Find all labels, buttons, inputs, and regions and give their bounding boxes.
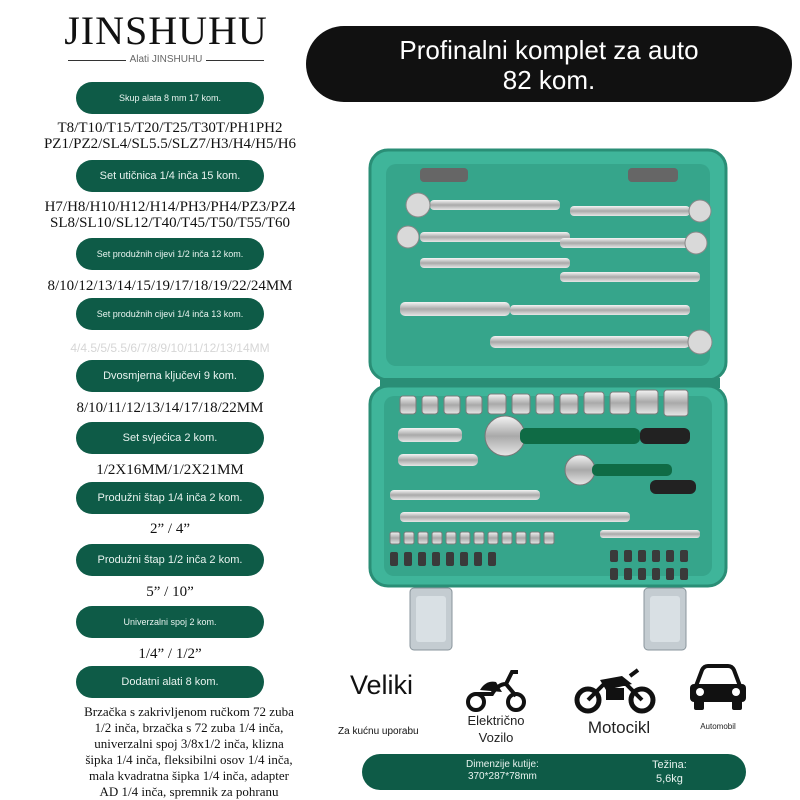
- section-pill: Dvosmjerna ključevi 9 kom.: [76, 360, 264, 392]
- motorcycle-icon: [572, 666, 658, 714]
- section-pill: Produžni štap 1/4 inča 2 kom.: [76, 482, 264, 514]
- size-label: Veliki: [350, 670, 414, 700]
- section-pill: Skup alata 8 mm 17 kom.: [76, 82, 264, 114]
- section-spec: T8/T10/T15/T20/T25/T30T/PH1PH2 PZ1/PZ2/SL4/SL5.5/SLZ7/H3/H4/H5/H6: [43, 120, 297, 152]
- brand-subtitle: Alati JINSHUHU: [64, 54, 268, 65]
- brand-name: JINSHUHU: [64, 8, 268, 53]
- section-pill: Set utičnica 1/4 inča 15 kom.: [76, 160, 264, 192]
- scooter-icon: [462, 666, 530, 712]
- section-spec: 8/10/11/12/13/14/17/18/22MM: [76, 400, 264, 416]
- section-pill: Dodatni alati 8 kom.: [76, 666, 264, 698]
- motorcycle-label: Motocikl: [587, 718, 651, 737]
- section-pill: Produžni štap 1/2 inča 2 kom.: [76, 544, 264, 576]
- section-spec: 2” / 4”: [150, 521, 190, 537]
- section-spec: H7/H8/H10/H12/H14/PH3/PH4/PZ3/PZ4 SL8/SL10/SL12/T40/T45/T50/T55/T60: [44, 199, 296, 231]
- scooter-label: Električno Vozilo: [467, 713, 525, 745]
- weight: Težina: 5,6kg: [652, 759, 687, 785]
- section-pill: Set produžnih cijevi 1/2 inča 12 kom.: [76, 238, 264, 270]
- section-spec: 5” / 10”: [146, 584, 194, 600]
- tool-case-illustration: [360, 140, 740, 660]
- section-spec: 8/10/12/13/14/15/19/17/18/19/22/24MM: [47, 278, 293, 294]
- section-spec: 1/2X16MM/1/2X21MM: [96, 462, 244, 478]
- specs-bar: [362, 754, 746, 790]
- dimensions: Dimenzije kutije: 370*287*78mm: [466, 759, 539, 782]
- title-line-1: Profinalni komplet za auto: [399, 35, 699, 65]
- case-latches: [410, 588, 686, 650]
- extra-tools-description: Brzačka s zakrivljenom ručkom 72 zuba 1/2 inča, brzačka s 72 zuba 1/4 inča, univerzalni spoj 3/8x1/2 inča, klizna šipka 1/4 inča, fleksibilni osov 1/4 inča, mala kvadratna šipka 1/4 inča, adapter AD 1/4 inča, spremnik za pohranu: [84, 704, 294, 799]
- car-icon: [688, 664, 748, 712]
- product-title: [306, 26, 792, 102]
- brand-block: [64, 6, 268, 65]
- title-line-2: 82 kom.: [502, 65, 596, 95]
- car-label: Automobil: [700, 722, 736, 731]
- section-spec: 4/4.5/5/5.5/6/7/8/9/10/11/12/13/14MM: [70, 341, 270, 355]
- section-spec: 1/4” / 1/2”: [138, 646, 202, 662]
- section-pill: Univerzalni spoj 2 kom.: [76, 606, 264, 638]
- section-pill: Set produžnih cijevi 1/4 inča 13 kom.: [76, 298, 264, 330]
- home-use-label: Za kućnu uporabu: [338, 726, 419, 737]
- section-pill: Set svjećica 2 kom.: [76, 422, 264, 454]
